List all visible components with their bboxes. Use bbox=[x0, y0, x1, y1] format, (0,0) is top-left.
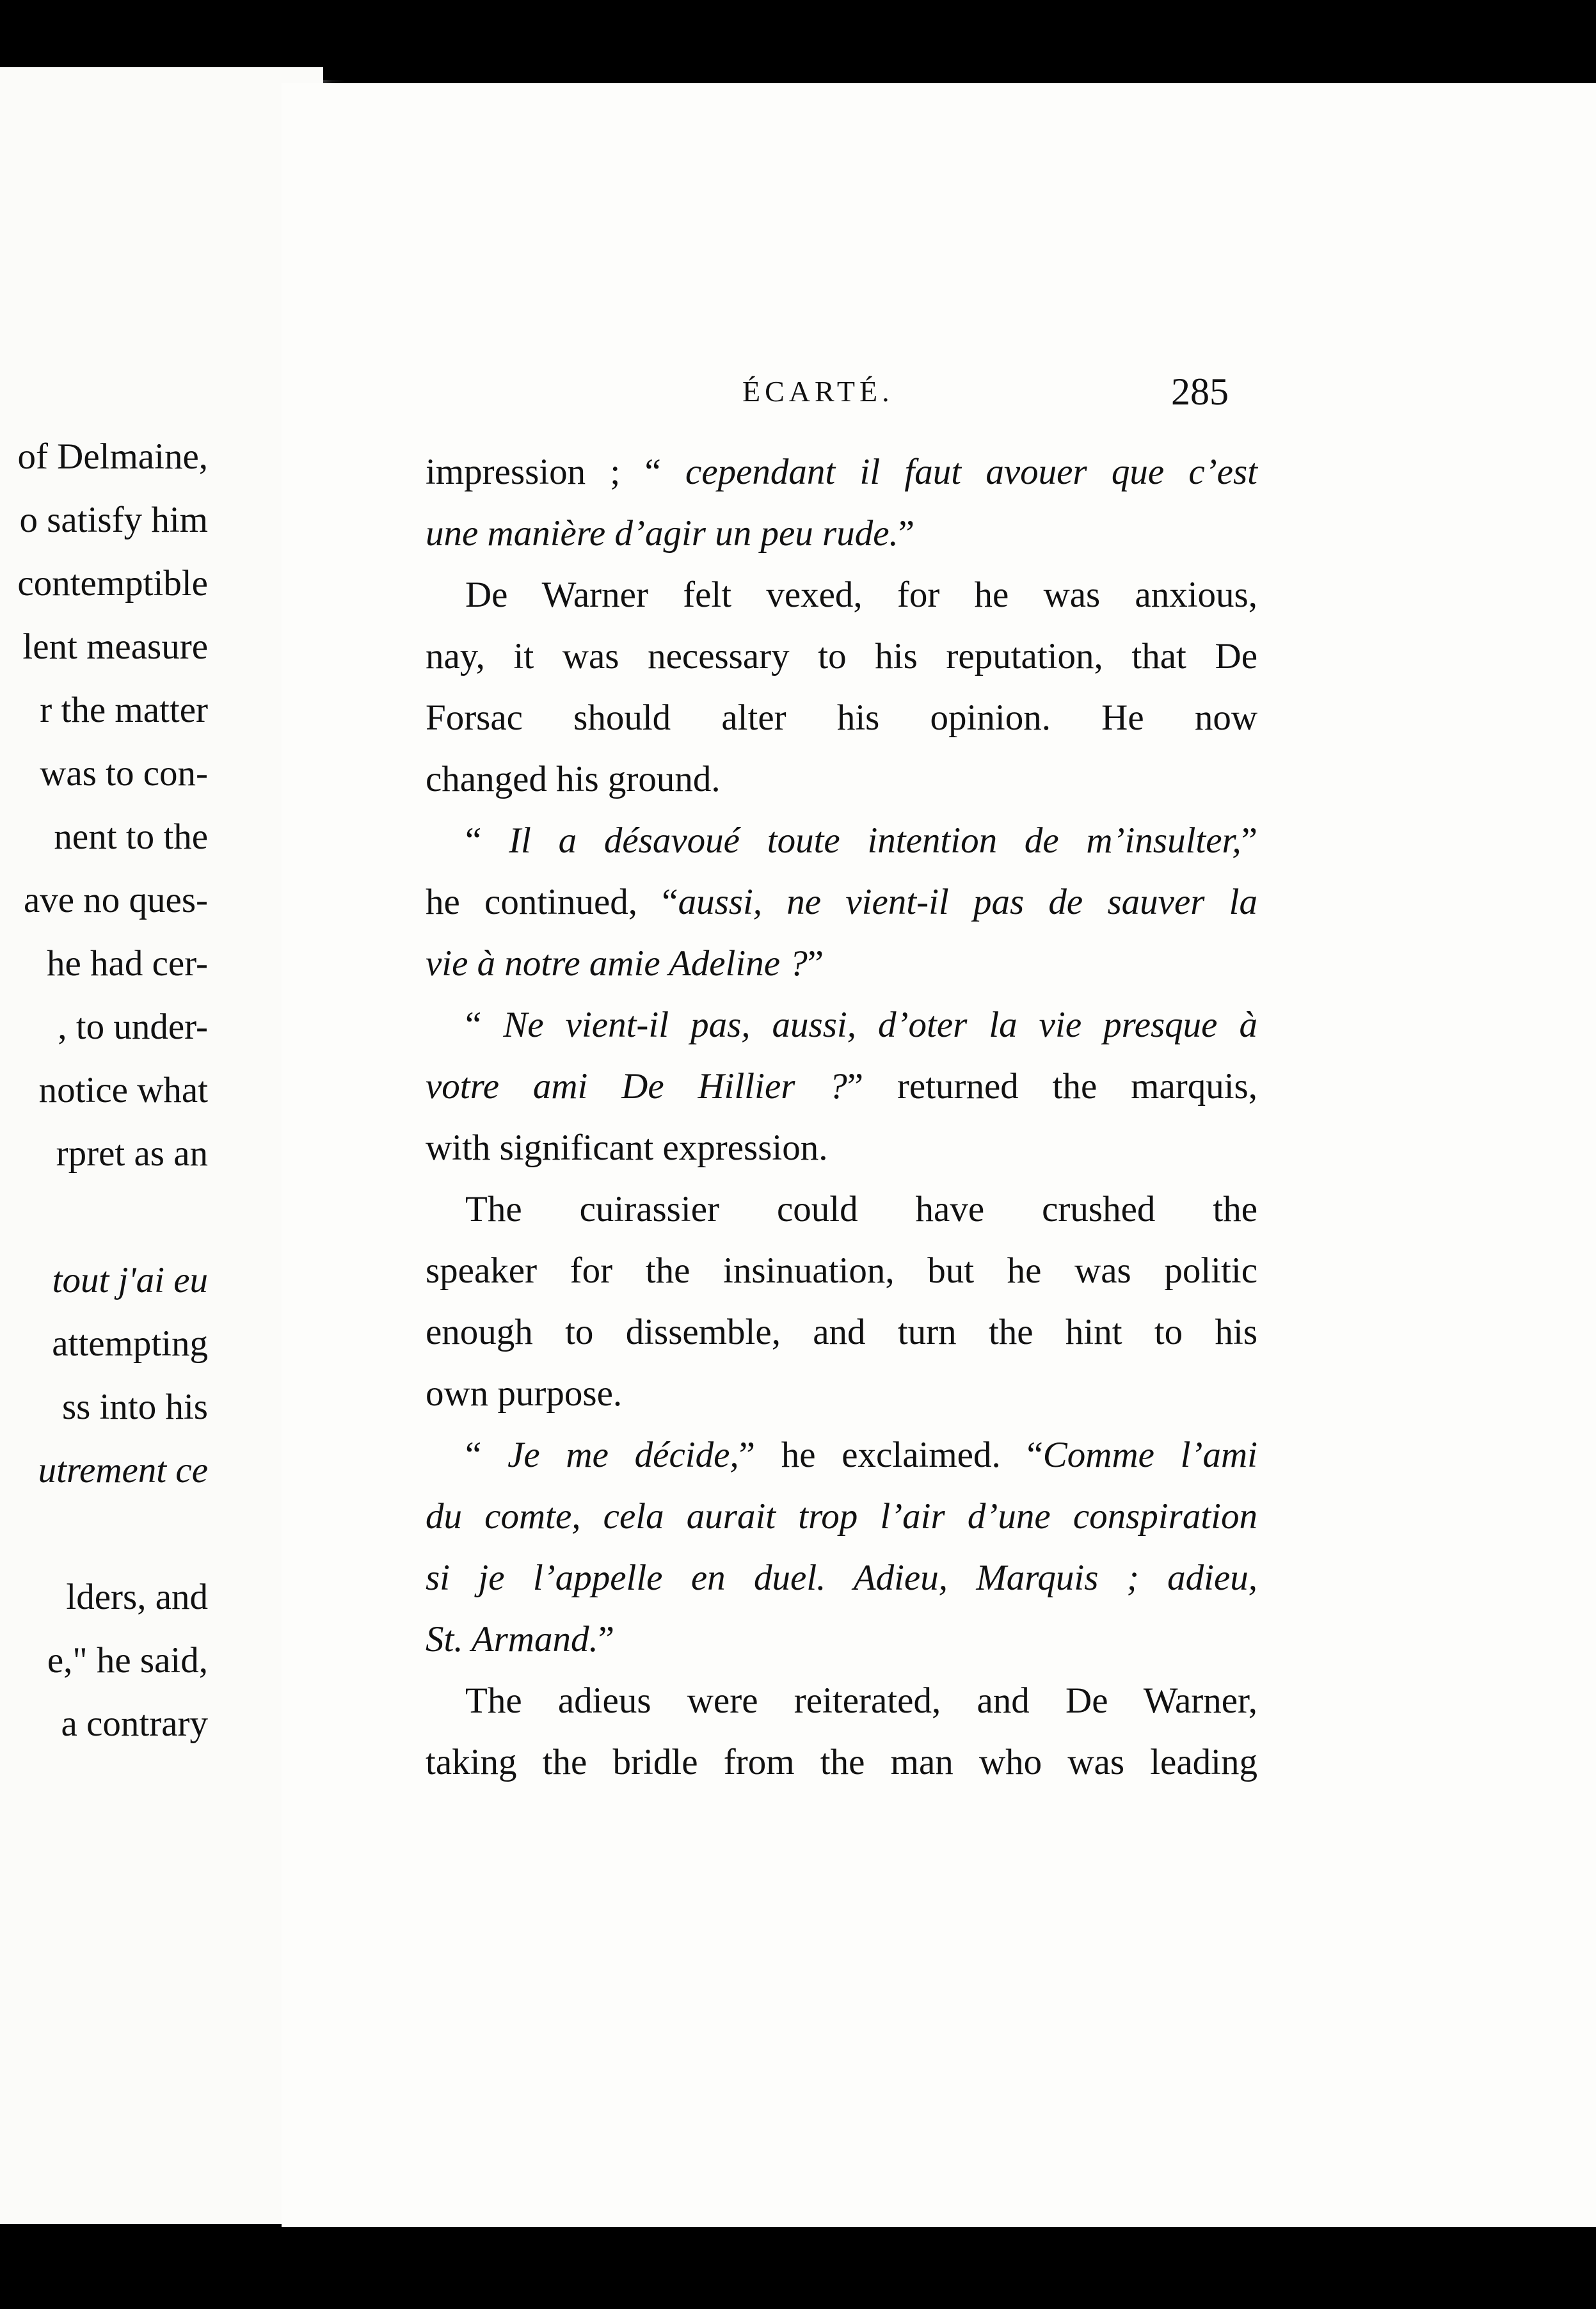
left-page-line: e," he said, bbox=[47, 1640, 208, 1681]
text-line: speaker for the insinuation, but he was politic bbox=[426, 1250, 1257, 1291]
text-line: “ Ne vient-il pas, aussi, d’oter la vie presque à bbox=[465, 1005, 1257, 1045]
left-page-line: r the matter bbox=[40, 690, 208, 730]
text-line: he continued, “aussi, ne vient-il pas de sauver la bbox=[426, 882, 1257, 922]
text-line: St. Armand.” bbox=[426, 1619, 615, 1659]
left-page-line: lent measure bbox=[22, 627, 208, 667]
text-line: “ Je me décide,” he exclaimed. “Comme l’ami bbox=[465, 1435, 1258, 1475]
left-page-line: tout j'ai eu bbox=[52, 1260, 208, 1300]
left-page-line: lders, and bbox=[66, 1577, 208, 1617]
text-line: Forsac should alter his opinion. He now bbox=[426, 698, 1257, 738]
left-page-line: attempting bbox=[52, 1323, 208, 1364]
left-page-line: a contrary bbox=[61, 1704, 208, 1744]
text-line: vie à notre amie Adeline ?” bbox=[426, 943, 824, 984]
left-page-line: of Delmaine, bbox=[17, 436, 208, 477]
left-page-line: utrement ce bbox=[38, 1450, 208, 1490]
text-line: “ Il a désavoué toute intention de m’insulter,” bbox=[465, 820, 1257, 861]
page-number: 285 bbox=[1171, 371, 1229, 413]
left-page-line: rpret as an bbox=[56, 1133, 208, 1174]
text-line: with significant expression. bbox=[426, 1128, 828, 1168]
left-page-line: he had cer- bbox=[46, 943, 208, 984]
text-line: si je l’appelle en duel. Adieu, Marquis ; adieu, bbox=[426, 1558, 1257, 1598]
left-page-line: ave no ques- bbox=[23, 880, 208, 920]
running-header: ÉCARTÉ. bbox=[742, 375, 894, 408]
left-page-line: ss into his bbox=[61, 1387, 208, 1427]
left-page-line: , to under- bbox=[58, 1007, 208, 1047]
text-line: enough to dissemble, and turn the hint to his bbox=[426, 1312, 1257, 1352]
left-page bbox=[0, 67, 323, 2224]
text-line: The cuirassier could have crushed the bbox=[465, 1189, 1257, 1229]
text-line: taking the bridle from the man who was leading bbox=[426, 1742, 1257, 1782]
left-page-line: was to con- bbox=[40, 753, 208, 794]
text-line: impression ; “ cependant il faut avouer que c’est bbox=[426, 452, 1258, 492]
text-line: own purpose. bbox=[426, 1373, 623, 1414]
text-line: votre ami De Hillier ?” returned the marquis, bbox=[426, 1066, 1257, 1107]
text-line: De Warner felt vexed, for he was anxious, bbox=[465, 575, 1257, 615]
left-page-line: o satisfy him bbox=[19, 500, 208, 540]
scan-border bbox=[0, 0, 1596, 77]
text-line: une manière d’agir un peu rude.” bbox=[426, 513, 915, 554]
text-line: nay, it was necessary to his reputation, that De bbox=[426, 636, 1257, 676]
right-page bbox=[282, 83, 1596, 2227]
body-text bbox=[426, 442, 1257, 1793]
text-line: The adieus were reiterated, and De Warner, bbox=[465, 1681, 1257, 1721]
text-line: changed his ground. bbox=[426, 759, 721, 799]
left-page-line: nent to the bbox=[54, 817, 208, 857]
left-page-line: contemptible bbox=[17, 563, 208, 603]
left-page-line: notice what bbox=[38, 1070, 208, 1110]
text-line: du comte, cela aurait trop l’air d’une conspiration bbox=[426, 1496, 1257, 1537]
